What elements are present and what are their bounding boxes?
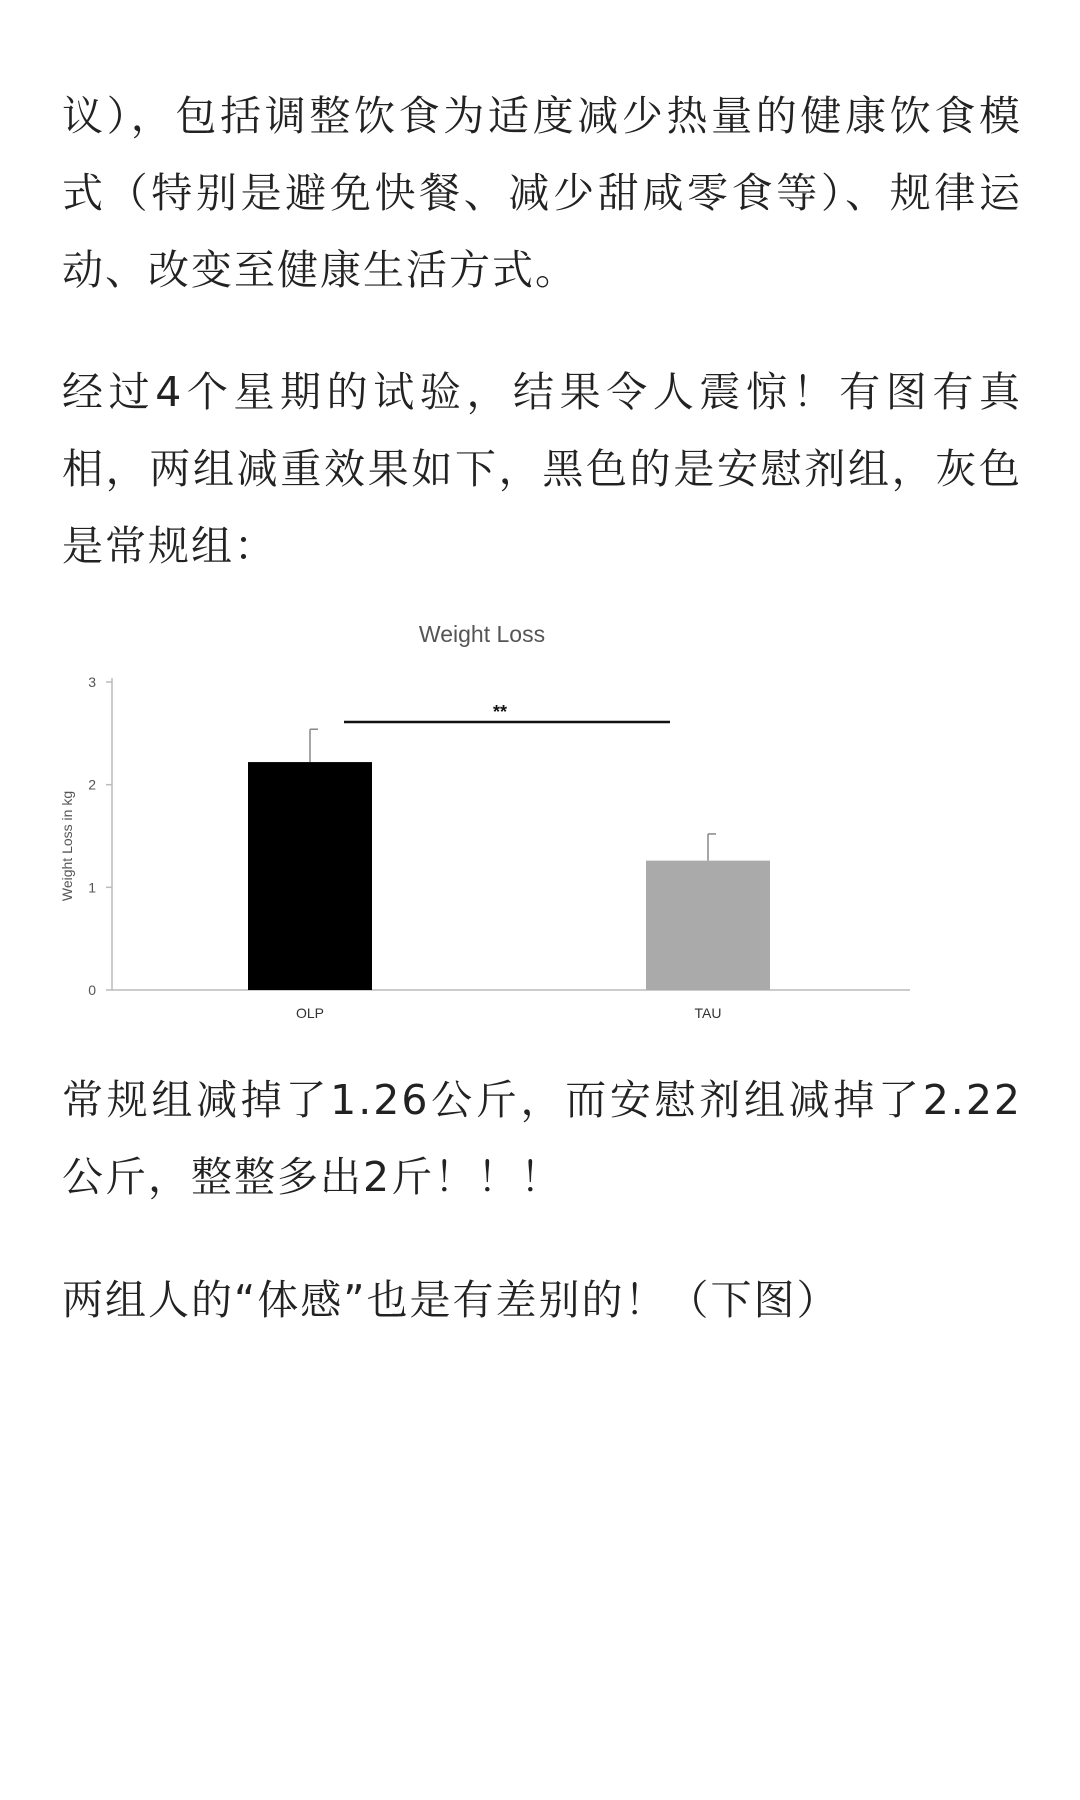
y-tick-label: 1 [88, 879, 96, 896]
weight-loss-chart-svg [50, 610, 930, 1030]
paragraph-diet-plan: 议），包括调整饮食为适度减少热量的健康饮食模式（特别是避免快餐、减少甜咸零食等）、规律运动、改变至健康生活方式。 [62, 92, 1022, 294]
significance-label: ** [492, 702, 508, 722]
x-tick-label-olp: OLP [295, 1005, 325, 1021]
y-axis-label: Weight Loss in kg [59, 790, 75, 902]
paragraph-body-feeling: 两组人的“体感”也是有差别的！（下图） [62, 1276, 840, 1324]
chart-title: Weight Loss [418, 621, 546, 647]
paragraph-trial-result: 经过4个星期的试验，结果令人震惊！有图有真相，两组减重效果如下，黑色的是安慰剂组，灰色是常规组： [62, 368, 1022, 570]
y-tick-label: 2 [88, 776, 96, 793]
weight-loss-chart [50, 610, 930, 1030]
y-tick-label: 0 [88, 982, 96, 998]
bar-olp [248, 762, 372, 990]
y-tick-label: 3 [88, 674, 96, 690]
bar-tau [646, 861, 770, 990]
paragraph-weight-comparison: 常规组减掉了1.26公斤，而安慰剂组减掉了2.22公斤，整整多出2斤！！！ [62, 1076, 1022, 1201]
x-tick-label-tau: TAU [694, 1005, 722, 1021]
